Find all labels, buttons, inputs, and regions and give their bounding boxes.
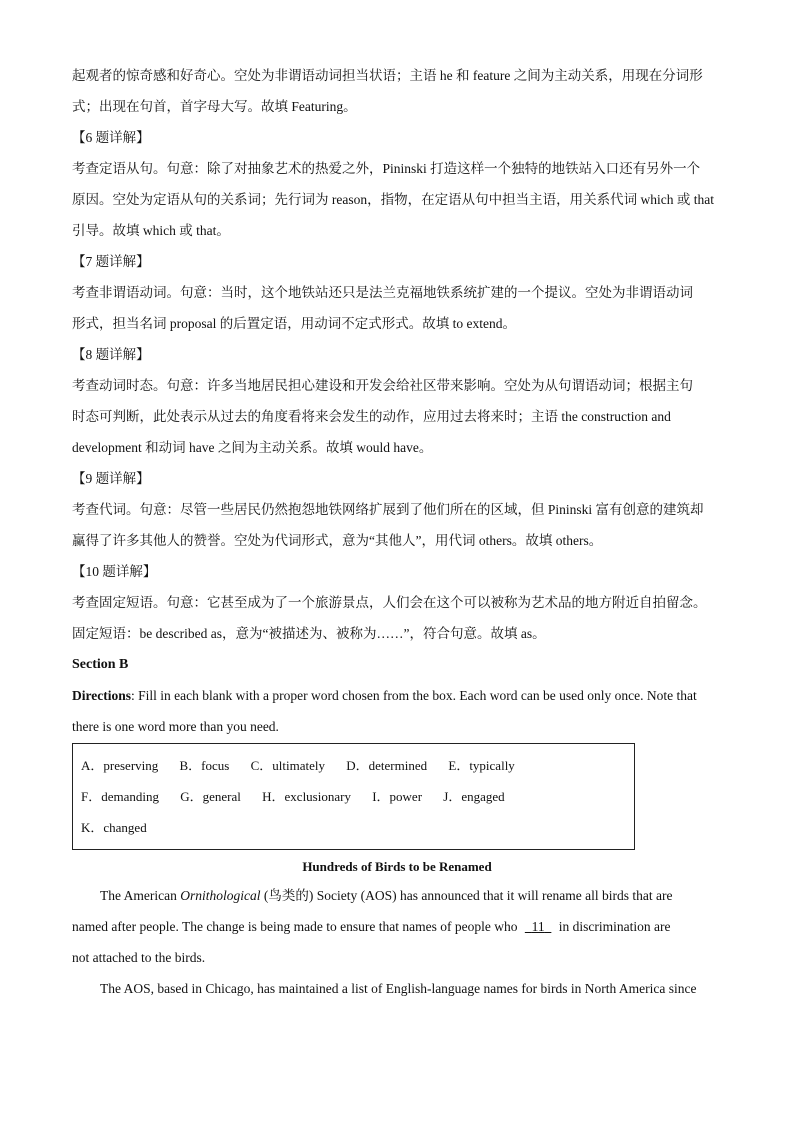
directions-text: : Fill in each blank with a proper word chosen from the box. Each word can be used only once. Note that (131, 688, 697, 703)
q9-heading: 【9 题详解】 (72, 471, 150, 486)
word-option: J．engaged (443, 789, 505, 804)
text-line: development 和动词 have 之间为主动关系。故填 would have。 (72, 440, 433, 455)
q7-heading: 【7 题详解】 (72, 254, 150, 269)
blank-11[interactable] (521, 919, 556, 934)
directions-line: there is one word more than you need. (72, 719, 279, 734)
paragraph-line: The AOS, based in Chicago, has maintained a list of English-language names for birds in North America since (100, 981, 697, 996)
blank-number: 11 (531, 919, 545, 934)
paragraph-line (72, 911, 732, 942)
word-option: F．demanding (81, 789, 159, 804)
text-line: 式；出现在句首，首字母大写。故填 Featuring。 (72, 99, 357, 114)
text-line: 考查代词。句意：尽管一些居民仍然抱怨地铁网络扩展到了他们所在的区域，但 Pininski 富有创意的建筑却 (72, 502, 704, 517)
word-option: A．preserving (81, 758, 159, 773)
word-bank-row (81, 750, 634, 781)
text-line: 考查固定短语。句意：它甚至成为了一个旅游景点，人们会在这个可以被称为艺术品的地方附近自拍留念。 (72, 595, 707, 610)
text-line: 赢得了许多其他人的赞誉。空处为代词形式，意为“其他人”，用代词 others。故填 others。 (72, 533, 603, 548)
word-option: C．ultimately (250, 758, 325, 773)
section-title: Section B (72, 657, 129, 672)
q8-heading: 【8 题详解】 (72, 347, 150, 362)
word-bank-row (81, 812, 634, 843)
article-title: Hundreds of Birds to be Renamed (302, 859, 492, 874)
text-line: 固定短语：be described as，意为“被描述为、被称为……”，符合句意。故填 as。 (72, 626, 546, 641)
word-option: I．power (372, 789, 423, 804)
word-bank-box (72, 743, 635, 850)
text-line: 考查定语从句。句意：除了对抽象艺术的热爱之外，Pininski 打造这样一个独特的地铁站入口还有另外一个 (72, 161, 701, 176)
q6-heading: 【6 题详解】 (72, 130, 150, 145)
word-option: G．general (180, 789, 241, 804)
directions-line (72, 680, 732, 711)
text-span: in discrimination are (555, 919, 671, 934)
word-option: B．focus (179, 758, 230, 773)
text-line: 时态可判断，此处表示从过去的角度看将来会发生的动作，应用过去将来时；主语 the construction and (72, 409, 671, 424)
text-line: 原因。空处为定语从句的关系词；先行词为 reason，指物，在定语从句中担当主语，用关系代词 which 或 that (72, 192, 714, 207)
text-line: 形式，担当名词 proposal 的后置定语，用动词不定式形式。故填 to extend。 (72, 316, 516, 331)
text-line: 考查动词时态。句意：许多当地居民担心建设和开发会给社区带来影响。空处为从句谓语动词；根据主句 (72, 378, 693, 393)
text-line: 考查非谓语动词。句意：当时，这个地铁站还只是法兰克福地铁系统扩建的一个提议。空处为非谓语动词 (72, 285, 693, 300)
text-span: (鸟类的) Society (AOS) has announced that it will rename all birds that are (260, 888, 673, 903)
text-span: named after people. The change is being made to ensure that names of people who (72, 919, 521, 934)
word-option: H．exclusionary (262, 789, 351, 804)
directions-label: Directions (72, 688, 131, 703)
paragraph-line: not attached to the birds. (72, 950, 206, 965)
q10-heading: 【10 题详解】 (72, 564, 157, 579)
word-option: D．determined (346, 758, 428, 773)
word-option: K．changed (81, 820, 147, 835)
document-page (72, 60, 732, 1004)
text-line: 起观者的惊奇感和好奇心。空处为非谓语动词担当状语；主语 he 和 feature 之间为主动关系，用现在分词形 (72, 68, 703, 83)
word-bank-row (81, 781, 634, 812)
italic-term: Ornithological (180, 888, 261, 903)
text-line: 引导。故填 which 或 that。 (72, 223, 230, 238)
text-span: The American (100, 888, 181, 903)
word-option: E．typically (448, 758, 515, 773)
paragraph-line (72, 880, 732, 911)
